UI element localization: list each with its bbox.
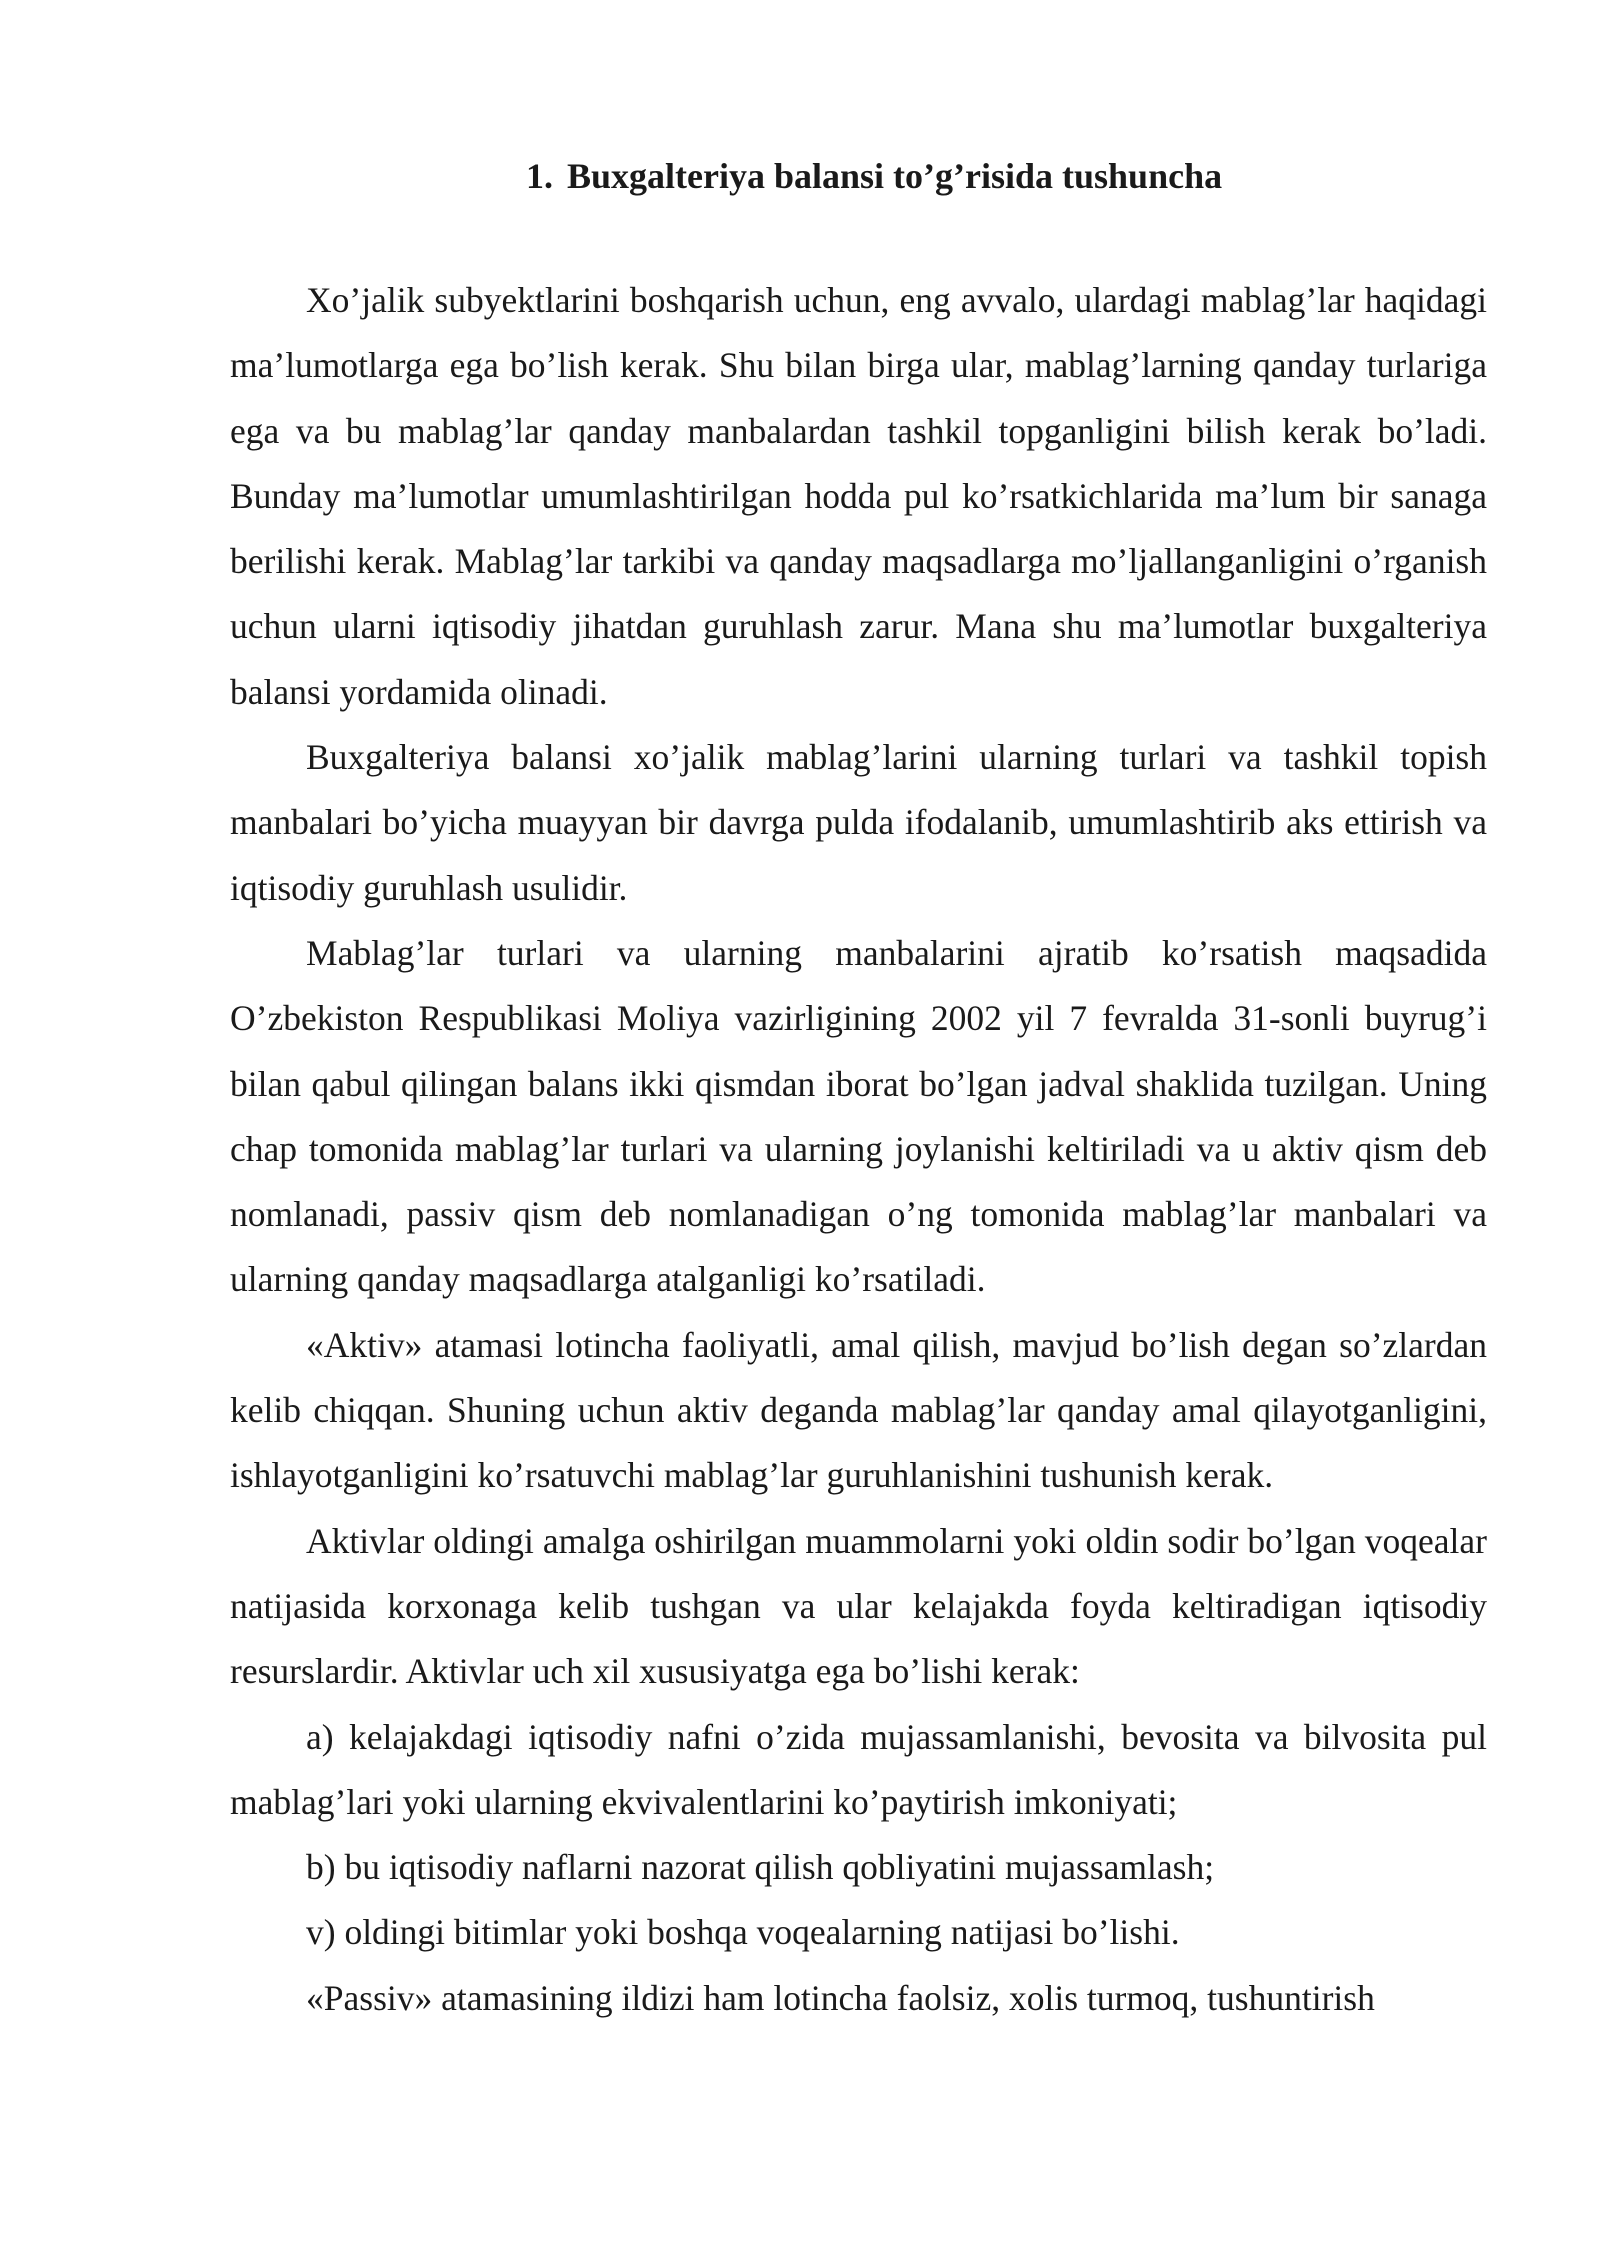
list-item-b: b) bu iqtisodiy naflarni nazorat qilish qobliyatini mujassamlash; (306, 1847, 1215, 1888)
section-title: Buxgalteriya balansi to’g’risida tushuncha (567, 156, 1223, 196)
body-paragraph: Buxgalteriya balansi xo’jalik mablag’larini ularning turlari va tashkil topish manbalari bo’yicha muayyan bir davrga pulda ifodalanib, umumlashtirib aks ettirish va iqtisodiy guruhlash usulidir. (230, 737, 1487, 908)
list-item-a: a) kelajakdagi iqtisodiy nafni o’zida mujassamlanishi, bevosita va bilvosita pul mablag’lari yoki ularning ekvivalentlarini ko’paytirish imkoniyati; (230, 1716, 1487, 1822)
section-number: 1. (526, 156, 553, 196)
document-page (230, 150, 1487, 2031)
body-paragraph: «Aktiv» atamasi lotincha faoliyatli, amal qilish, mavjud bo’lish degan so’zlardan kelib chiqqan. Shuning uchun aktiv deganda mablag’lar qanday amal qilayotganligini, ishlayotganligini ko’rsatuvchi mablag’lar guruhlanishini tushunish kerak. (230, 1324, 1487, 1496)
section-heading (230, 150, 1487, 202)
body-paragraph: «Passiv» atamasining ildizi ham lotincha faolsiz, xolis turmoq, tushuntirish (306, 1977, 1375, 2018)
body-paragraph: Mablag’lar turlari va ularning manbalarini ajratib ko’rsatish maqsadida O’zbekiston Respublikasi Moliya vazirligining 2002 yil 7 fevralda 31-sonli buyrug’i bilan qabul qilingan balans ikki qismdan iborat bo’lgan jadval shaklida tuzilgan. Uning chap tomonida mablag’lar turlari va ularning joylanishi keltiriladi va u aktiv qism deb nomlanadi, passiv qism deb nomlanadigan o’ng tomonida mablag’lar manbalari va ularning qanday maqsadlarga atalganligi ko’rsatiladi. (230, 932, 1487, 1300)
body-paragraph: Aktivlar oldingi amalga oshirilgan muammolarni yoki oldin sodir bo’lgan voqealar natijasida korxonaga kelib tushgan va ular kelajakda foyda keltiradigan iqtisodiy resurslardir. Aktivlar uch xil xususiyatga ega bo’lishi kerak: (230, 1520, 1487, 1692)
body-paragraph: Xo’jalik subyektlarini boshqarish uchun, eng avvalo, ulardagi mablag’lar haqidagi ma’lumotlarga ega bo’lish kerak. Shu bilan birga ular, mablag’larning qanday turlariga ega va bu mablag’lar qanday manbalardan tashkil topganligini bilish kerak bo’ladi. Bunday ma’lumotlar umumlashtirilgan hodda pul ko’rsatkichlarida ma’lum bir sanaga berilishi kerak. Mablag’lar tarkibi va qanday maqsadlarga mo’ljallanganligini o’rganish uchun ularni iqtisodiy jihatdan guruhlash zarur. Mana shu ma’lumotlar buxgalteriya balansi yordamida olinadi. (230, 280, 1487, 712)
list-item-v: v) oldingi bitimlar yoki boshqa voqealarning natijasi bo’lishi. (306, 1912, 1180, 1953)
